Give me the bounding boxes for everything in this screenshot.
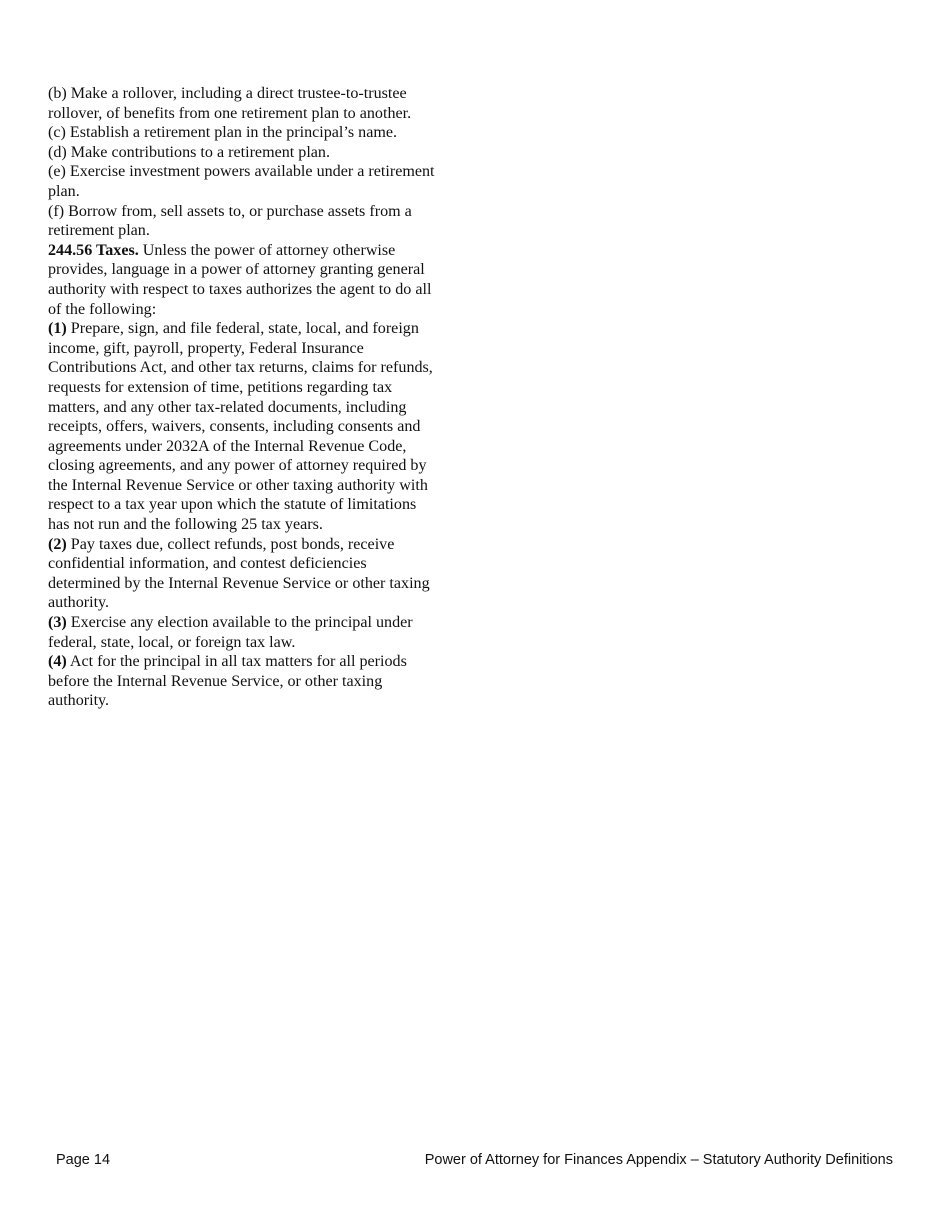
item-text: Prepare, sign, and file federal, state, local, and foreign income, gift, payroll, property, Federal Insurance Contributions Act, and other tax returns, claims for refunds, requests for extension of time, petitions regarding tax matters, and any other tax-related documents, including receipts, offers, waivers, consents, including consents and agreements under 2032A of the Internal Revenue Code, closing agreements, and any power of attorney required by the Internal Revenue Service or other taxing authority with respect to a tax year upon which the statute of limitations has not run and the following 25 tax years. xyxy=(48,320,433,534)
item-text: Pay taxes due, collect refunds, post bonds, receive confidential information, and contest deficiencies determined by the Internal Revenue Service or other taxing authority. xyxy=(48,535,430,612)
item-number: (3) xyxy=(48,614,67,632)
paragraph-3 xyxy=(48,613,440,652)
paragraph-1 xyxy=(48,319,440,535)
page-footer xyxy=(56,1152,893,1172)
footer-title: Power of Attorney for Finances Appendix – Statutory Authority Definitions xyxy=(424,1152,893,1168)
item-number: (4) xyxy=(48,653,67,671)
item-text: Act for the principal in all tax matters for all periods before the Internal Revenue Service, or other taxing authority. xyxy=(48,653,407,710)
paragraph-d: (d) Make contributions to a retirement plan. xyxy=(48,143,331,161)
section-heading: 244.56 Taxes. xyxy=(48,241,139,259)
paragraph-c: (c) Establish a retirement plan in the principal’s name. xyxy=(48,124,398,142)
section-intro: Unless the power of attorney otherwise provides, language in a power of attorney granting general authority with respect to taxes authorizes the agent to do all of the following: xyxy=(48,241,432,318)
paragraph-e: (e) Exercise investment powers available under a retirement plan. xyxy=(48,163,435,200)
text-column xyxy=(48,84,440,711)
item-number: (1) xyxy=(48,320,67,338)
paragraph-b: (b) Make a rollover, including a direct trustee-to-trustee rollover, of benefits from one retirement plan to another. xyxy=(48,85,412,122)
paragraph-2 xyxy=(48,535,440,613)
item-text: Exercise any election available to the principal under federal, state, local, or foreign tax law. xyxy=(48,614,413,651)
page-number: Page 14 xyxy=(56,1152,111,1168)
paragraph-4 xyxy=(48,652,440,711)
paragraph-f: (f) Borrow from, sell assets to, or purchase assets from a retirement plan. xyxy=(48,202,412,240)
item-number: (2) xyxy=(48,535,67,553)
section-244-56 xyxy=(48,241,440,319)
